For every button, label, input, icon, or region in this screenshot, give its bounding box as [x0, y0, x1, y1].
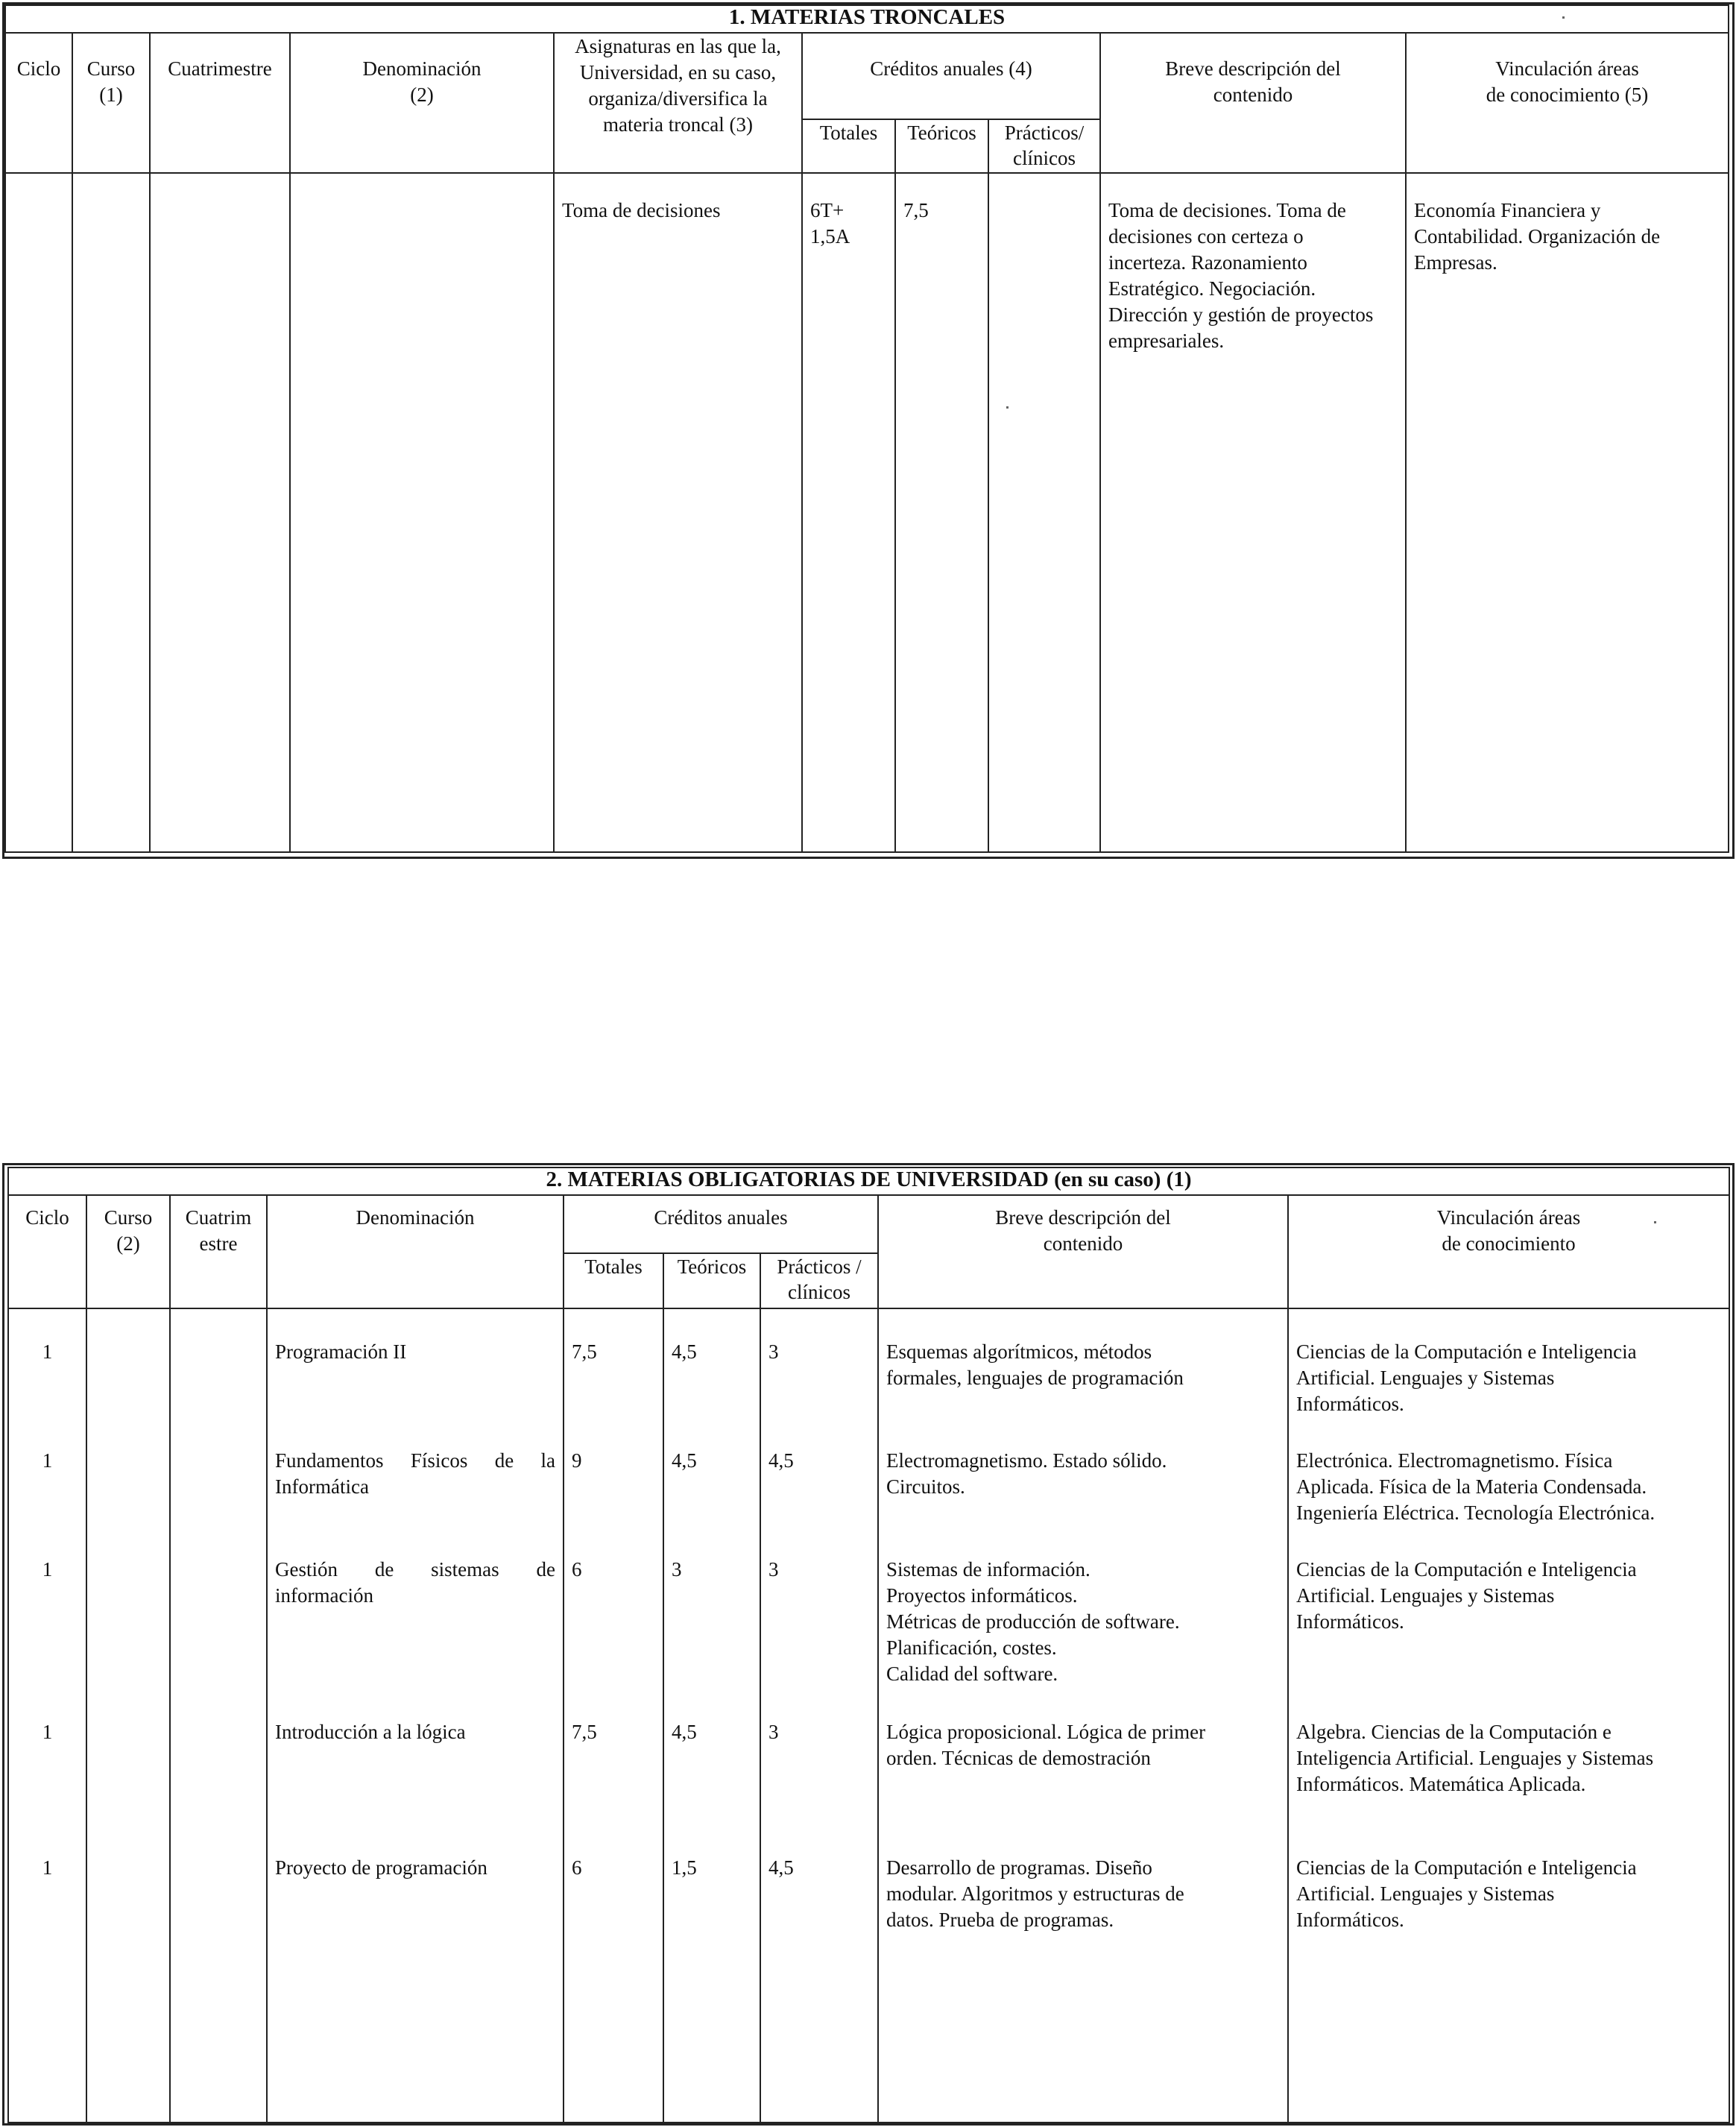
header-totales: Totales: [564, 1253, 663, 1308]
row-totales: 6T+ 1,5A: [802, 173, 895, 852]
row-cuatrimestre: [150, 173, 290, 852]
vinculacion-column: [1288, 1308, 1729, 2123]
header-denominacion: Denominación (2): [290, 33, 554, 173]
header-vinculacion: Vinculación áreas de conocimiento: [1288, 1195, 1729, 1308]
header-curso: Curso (2): [86, 1195, 170, 1308]
header-teoricos: Teóricos: [663, 1253, 760, 1308]
descripcion-cell: Esquemas algorítmicos, métodos formales, lenguajes de programación: [886, 1340, 1184, 1389]
row-denominacion: [290, 173, 554, 852]
practicos-cell: 3: [768, 1558, 779, 1581]
cuatrimestre-cell: [171, 1719, 266, 1855]
denominacion-column: [267, 1308, 564, 2123]
cuatrimestre-cell: [171, 1448, 266, 1557]
denominacion-cell: Fundamentos Físicos de la Informática: [275, 1449, 555, 1498]
curso-cell: [87, 1719, 169, 1855]
totales-cell: 6: [572, 1856, 582, 1879]
ciclo-cell: 1: [42, 1558, 53, 1581]
header-totales: Totales: [802, 119, 895, 173]
materias-troncales-table: [4, 4, 1729, 853]
totales-cell: 7,5: [572, 1721, 597, 1743]
totales-column: [564, 1308, 663, 2123]
practicos-cell: 3: [768, 1721, 779, 1743]
totales-cell: 6: [572, 1558, 582, 1581]
header-ciclo: Ciclo: [5, 33, 72, 173]
cuatrimestre-column: [170, 1308, 267, 2123]
header-creditos-anuales: Créditos anuales (4): [802, 33, 1100, 119]
header-descripcion: Breve descripción del contenido: [878, 1195, 1288, 1308]
vinculacion-cell: Ciencias de la Computación e Inteligencia Artificial. Lenguajes y Sistemas Informáticos.: [1296, 1558, 1637, 1633]
denominacion-cell: Proyecto de programación: [275, 1856, 487, 1879]
row-vinculacion: Economía Financiera y Contabilidad. Organización de Empresas.: [1406, 173, 1729, 852]
materias-obligatorias-table: [7, 1167, 1730, 2123]
ciclo-cell: 1: [42, 1721, 53, 1743]
header-cuatrimestre: Cuatrimestre: [150, 33, 290, 173]
row-curso: [72, 173, 150, 852]
curso-cell: [87, 1448, 169, 1557]
scan-speck: [1006, 406, 1009, 409]
denominacion-cell: Introducción a la lógica: [275, 1721, 466, 1743]
totales-cell: 9: [572, 1449, 582, 1472]
row-teoricos: 7,5: [895, 173, 988, 852]
row-ciclo: [5, 173, 72, 852]
cuatrimestre-cell: [171, 1557, 266, 1719]
header-asignaturas: Asignaturas en las que la, Universidad, en su caso, organiza/diversifica la materia troncal (3): [554, 33, 802, 173]
curso-cell: [87, 1309, 169, 1448]
vinculacion-cell: Ciencias de la Computación e Inteligencia Artificial. Lenguajes y Sistemas Informáticos.: [1296, 1340, 1637, 1415]
cuatrimestre-cell: [171, 1309, 266, 1448]
descripcion-column: [878, 1308, 1288, 2123]
denominacion-cell: Gestión de sistemas de información: [275, 1558, 555, 1607]
vinculacion-cell: Electrónica. Electromagnetismo. Física Aplicada. Física de la Materia Condensada. Ingeniería Eléctrica. Tecnología Electrónica.: [1296, 1449, 1655, 1524]
descripcion-cell: Sistemas de información. Proyectos informáticos. Métricas de producción de software. Planificación, costes. Calidad del software.: [886, 1558, 1180, 1685]
header-practicos: Prácticos / clínicos: [760, 1253, 878, 1308]
practicos-cell: 4,5: [768, 1449, 794, 1472]
header-vinculacion: Vinculación áreas de conocimiento (5): [1406, 33, 1729, 173]
practicos-cell: 4,5: [768, 1856, 794, 1879]
ciclo-column: [8, 1308, 86, 2123]
ciclo-cell: 1: [42, 1856, 53, 1879]
totales-cell: 7,5: [572, 1340, 597, 1363]
descripcion-cell: Desarrollo de programas. Diseño modular. Algoritmos y estructuras de datos. Prueba de programas.: [886, 1856, 1184, 1931]
denominacion-cell: Programación II: [275, 1340, 407, 1363]
practicos-cell: 3: [768, 1340, 779, 1363]
ciclo-cell: 1: [42, 1449, 53, 1472]
scan-speck: [1562, 16, 1565, 19]
row-asignaturas: Toma de decisiones: [554, 173, 802, 852]
table1-title: 1. MATERIAS TRONCALES: [5, 5, 1729, 33]
curso-cell: [87, 1855, 169, 1959]
teoricos-cell: 3: [672, 1558, 682, 1581]
header-ciclo: Ciclo: [8, 1195, 86, 1308]
header-cuatrimestre: Cuatrim estre: [170, 1195, 267, 1308]
vinculacion-cell: Algebra. Ciencias de la Computación e Inteligencia Artificial. Lenguajes y Sistemas Informáticos. Matemática Aplicada.: [1296, 1721, 1654, 1795]
scan-speck: [1654, 1221, 1656, 1223]
header-teoricos: Teóricos: [895, 119, 988, 173]
table2-title: 2. MATERIAS OBLIGATORIAS DE UNIVERSIDAD (en su caso) (1): [8, 1168, 1729, 1195]
teoricos-cell: 1,5: [672, 1856, 697, 1879]
teoricos-cell: 4,5: [672, 1449, 697, 1472]
teoricos-cell: 4,5: [672, 1721, 697, 1743]
descripcion-cell: Electromagnetismo. Estado sólido. Circuitos.: [886, 1449, 1167, 1498]
vinculacion-cell: Ciencias de la Computación e Inteligencia Artificial. Lenguajes y Sistemas Informáticos.: [1296, 1856, 1637, 1931]
ciclo-cell: 1: [42, 1340, 53, 1363]
header-denominacion: Denominación: [267, 1195, 564, 1308]
header-curso: Curso (1): [72, 33, 150, 173]
cuatrimestre-cell: [171, 1855, 266, 1959]
curso-cell: [87, 1557, 169, 1719]
header-creditos-anuales: Créditos anuales: [564, 1195, 878, 1253]
header-descripcion: Breve descripción del contenido: [1100, 33, 1406, 173]
descripcion-cell: Lógica proposicional. Lógica de primer orden. Técnicas de demostración: [886, 1721, 1206, 1769]
curso-column: [86, 1308, 170, 2123]
row-descripcion: Toma de decisiones. Toma de decisiones con certeza o incerteza. Razonamiento Estratégico. Negociación. Dirección y gestión de proyectos empresariales.: [1100, 173, 1406, 852]
teoricos-column: [663, 1308, 760, 2123]
practicos-column: [760, 1308, 878, 2123]
row-practicos: [988, 173, 1100, 852]
teoricos-cell: 4,5: [672, 1340, 697, 1363]
header-practicos: Prácticos/ clínicos: [988, 119, 1100, 173]
